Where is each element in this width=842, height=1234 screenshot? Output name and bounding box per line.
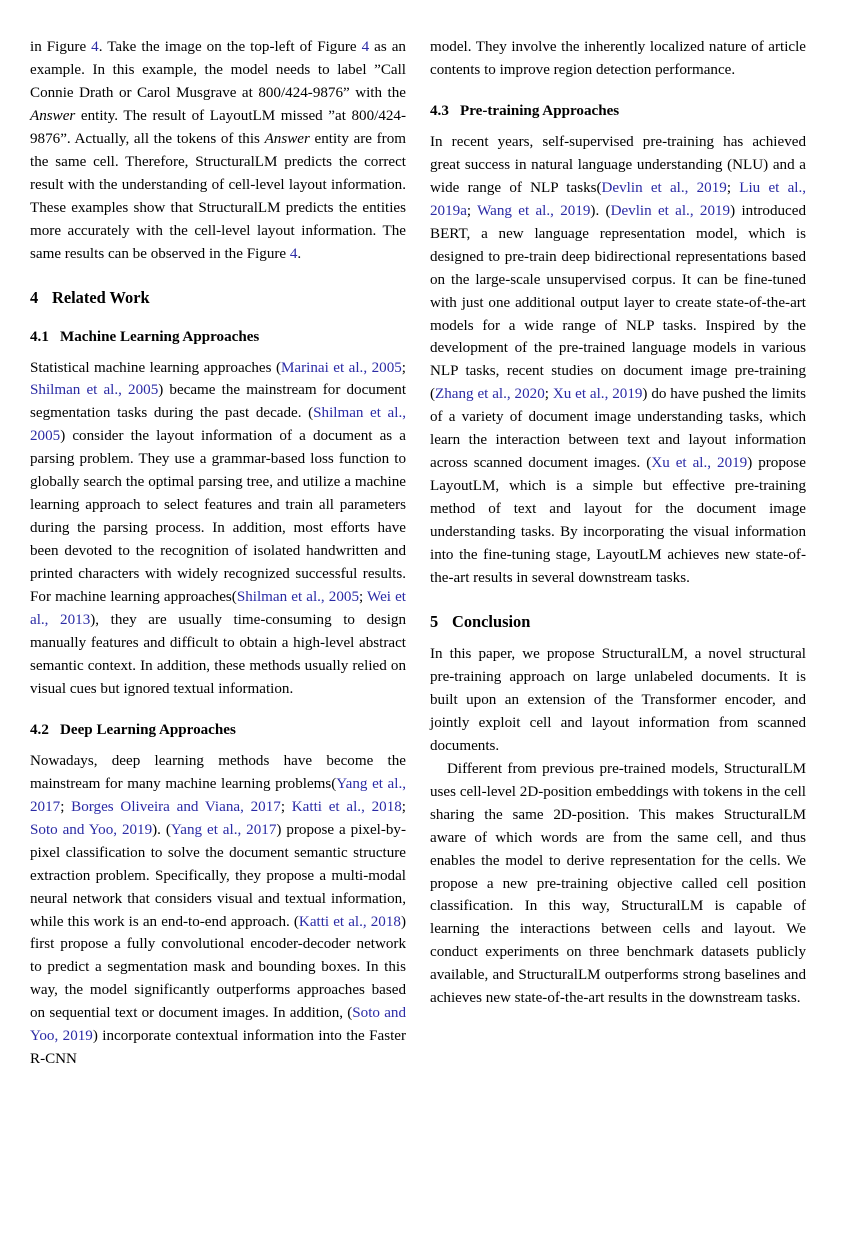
citation-link[interactable]: Xu et al., 2019 (651, 455, 748, 472)
paragraph-machine-learning-approaches: Statistical machine learning approaches (Marinai et al., 2005; Shilman et al., 2005) became the mainstream for document segmentation tasks during the past decade. (Shilman et al., 2005) consider the layout information of a document as a parsing problem. They use a grammar-based loss function to globally search the optimal parsing tree, and utilize a machine learning approach to select features and train all parameters during the parsing process. In addition, most efforts have been devoted to the recognition of isolated handwritten and printed characters with widely recognized successful results. For machine learning approaches(Shilman et al., 2005; Wei et al., 2013), they are usually time-consuming to design manually features and difficult to obtain a high-level abstract semantic context. In addition, these methods usually relied on visual cues but ignored textual information. (30, 359, 407, 697)
paragraph-continued-left: in Figure 4. Take the image on the top-left of Figure 4 as an example. In this example, the model needs to label ”Call Connie Drath or Carol Musgrave at 800/424-9876” with the Answer entity. The result of LayoutLM missed ”at 800/424-9876”. Actually, all the tokens of this Answer entity are from the same cell. Therefore, StructuralLM predicts the correct result with the understanding of cell-level layout information. These examples show that StructuralLM predicts the entities more accurately with the cell-level layout information. The same results can be observed in the Figure 4. (30, 39, 406, 262)
citation-link[interactable]: 4 (91, 39, 99, 55)
subsection-number: 4.3 (430, 102, 449, 119)
citation-link[interactable]: Shilman et al., 2005 (30, 382, 159, 399)
section-heading-conclusion (430, 612, 806, 632)
citation-link[interactable]: Soto and Yoo, 2019 (30, 1005, 406, 1045)
citation-link[interactable]: Marinai et al., 2005 (281, 359, 402, 376)
citation-link[interactable]: Soto and Yoo, 2019 (30, 821, 153, 838)
section-heading-related-work (30, 288, 406, 308)
subsection-number: 4.1 (30, 328, 49, 345)
two-column-layout (30, 36, 810, 1214)
subsection-number: 4.2 (30, 721, 49, 738)
citation-link[interactable]: 4 (361, 39, 370, 55)
right-column (430, 36, 806, 1214)
citation-link[interactable]: Yang et al., 2017 (170, 821, 277, 838)
citation-link[interactable]: Liu et al., 2019a (430, 179, 807, 219)
section-number: 5 (430, 611, 439, 631)
section-title: Related Work (52, 287, 150, 307)
entity-emphasis: Answer (30, 107, 76, 124)
section-heading-machine-learning-approaches (30, 328, 406, 347)
citation-link[interactable]: Devlin et al., 2019 (601, 179, 727, 196)
citation-link[interactable]: Katti et al., 2018 (291, 798, 402, 815)
paragraph-conclusion-first: In this paper, we propose StructuralLM, a novel structural pre-training approach on large unlabeled documents. It is built upon an extension of the Transformer encoder, and jointly exploit cell and layout information from scanned documents. (430, 645, 806, 754)
section-title: Conclusion (452, 611, 531, 631)
citation-link[interactable]: Shilman et al., 2005 (30, 405, 406, 445)
citation-link[interactable]: Zhang et al., 2020 (435, 386, 545, 403)
section-heading-pre-training-approaches (430, 102, 806, 121)
citation-link[interactable]: 4 (289, 245, 298, 262)
subsection-title: Deep Learning Approaches (60, 721, 236, 738)
citation-link[interactable]: Wang et al., 2019 (477, 202, 591, 219)
citation-link[interactable]: Wei et al., 2013 (30, 589, 406, 629)
section-heading-deep-learning-approaches (30, 721, 406, 740)
subsection-title: Machine Learning Approaches (60, 328, 260, 345)
citation-link[interactable]: Devlin et al., 2019 (610, 202, 731, 219)
paragraph-continued-right: model. They involve the inherently localized nature of article contents to improve region detection performance. (430, 39, 806, 78)
subsection-title: Pre-training Approaches (460, 102, 620, 119)
citation-link[interactable]: Shilman et al., 2005 (236, 589, 359, 606)
citation-link[interactable]: Xu et al., 2019 (552, 386, 643, 403)
paragraph-conclusion-second: Different from previous pre-trained models, StructuralLM uses cell-level 2D-position embeddings with tokens in the cell sharing the same 2D-position. This makes StructuralLM aware of which words are from the same cell, and thus enables the model to derive representation for the cells. We propose a new pre-training objective called cell position classification. In this way, StructuralLM is capable of learning the interactions between cells and layout. We conduct experiments on three benchmark datasets publicly available, and StructuralLM outperforms strong baselines and achieves new state-of-the-art results in the downstream tasks. (430, 760, 806, 1007)
paragraph-pre-training-approaches: In recent years, self-supervised pre-training has achieved great success in natural language understanding (NLU) and a wide range of NLP tasks(Devlin et al., 2019; Liu et al., 2019a; Wang et al., 2019). (Devlin et al., 2019) introduced BERT, a new language representation model, which is designed to pre-train deep bidirectional representations based on the large-scale unsupervised corpus. It can be fine-tuned with just one additional output layer to create state-of-the-art models for a wide range of NLP tasks. Inspired by the development of the pre-trained language models in various NLP tasks, recent studies on document image pre-training (Zhang et al., 2020; Xu et al., 2019) do have pushed the limits of a variety of document image understanding tasks, which learn the interaction between text and layout information across scanned document images. (Xu et al., 2019) propose LayoutLM, which is a simple but effective pre-training method of text and layout for the document image understanding tasks. By incorporating the visual information into the fine-tuning stage, LayoutLM achieves new state-of-the-art results in several downstream tasks. (430, 133, 807, 587)
paragraph-deep-learning-approaches: Nowadays, deep learning methods have become the mainstream for many machine learning problems(Yang et al., 2017; Borges Oliveira and Viana, 2017; Katti et al., 2018; Soto and Yoo, 2019). (Yang et al., 2017) propose a pixel-by-pixel classification to solve the document semantic structure extraction problem. Specifically, they propose a multi-modal neural network that considers visual and textual information, while this work is an end-to-end approach. (Katti et al., 2018) first propose a fully convolutional encoder-decoder network to predict a segmentation mask and bounding boxes. In this way, the model significantly outperforms approaches based on sequential text or document images. In addition, (Soto and Yoo, 2019) incorporate contextual information into the Faster R-CNN (30, 752, 407, 1068)
citation-link[interactable]: Yang et al., 2017 (30, 775, 406, 815)
citation-link[interactable]: Borges Oliveira and Viana, 2017 (71, 798, 281, 815)
citation-link[interactable]: Katti et al., 2018 (298, 913, 401, 930)
left-column (30, 36, 406, 1214)
entity-emphasis: Answer (264, 130, 310, 147)
section-number: 4 (30, 287, 39, 307)
